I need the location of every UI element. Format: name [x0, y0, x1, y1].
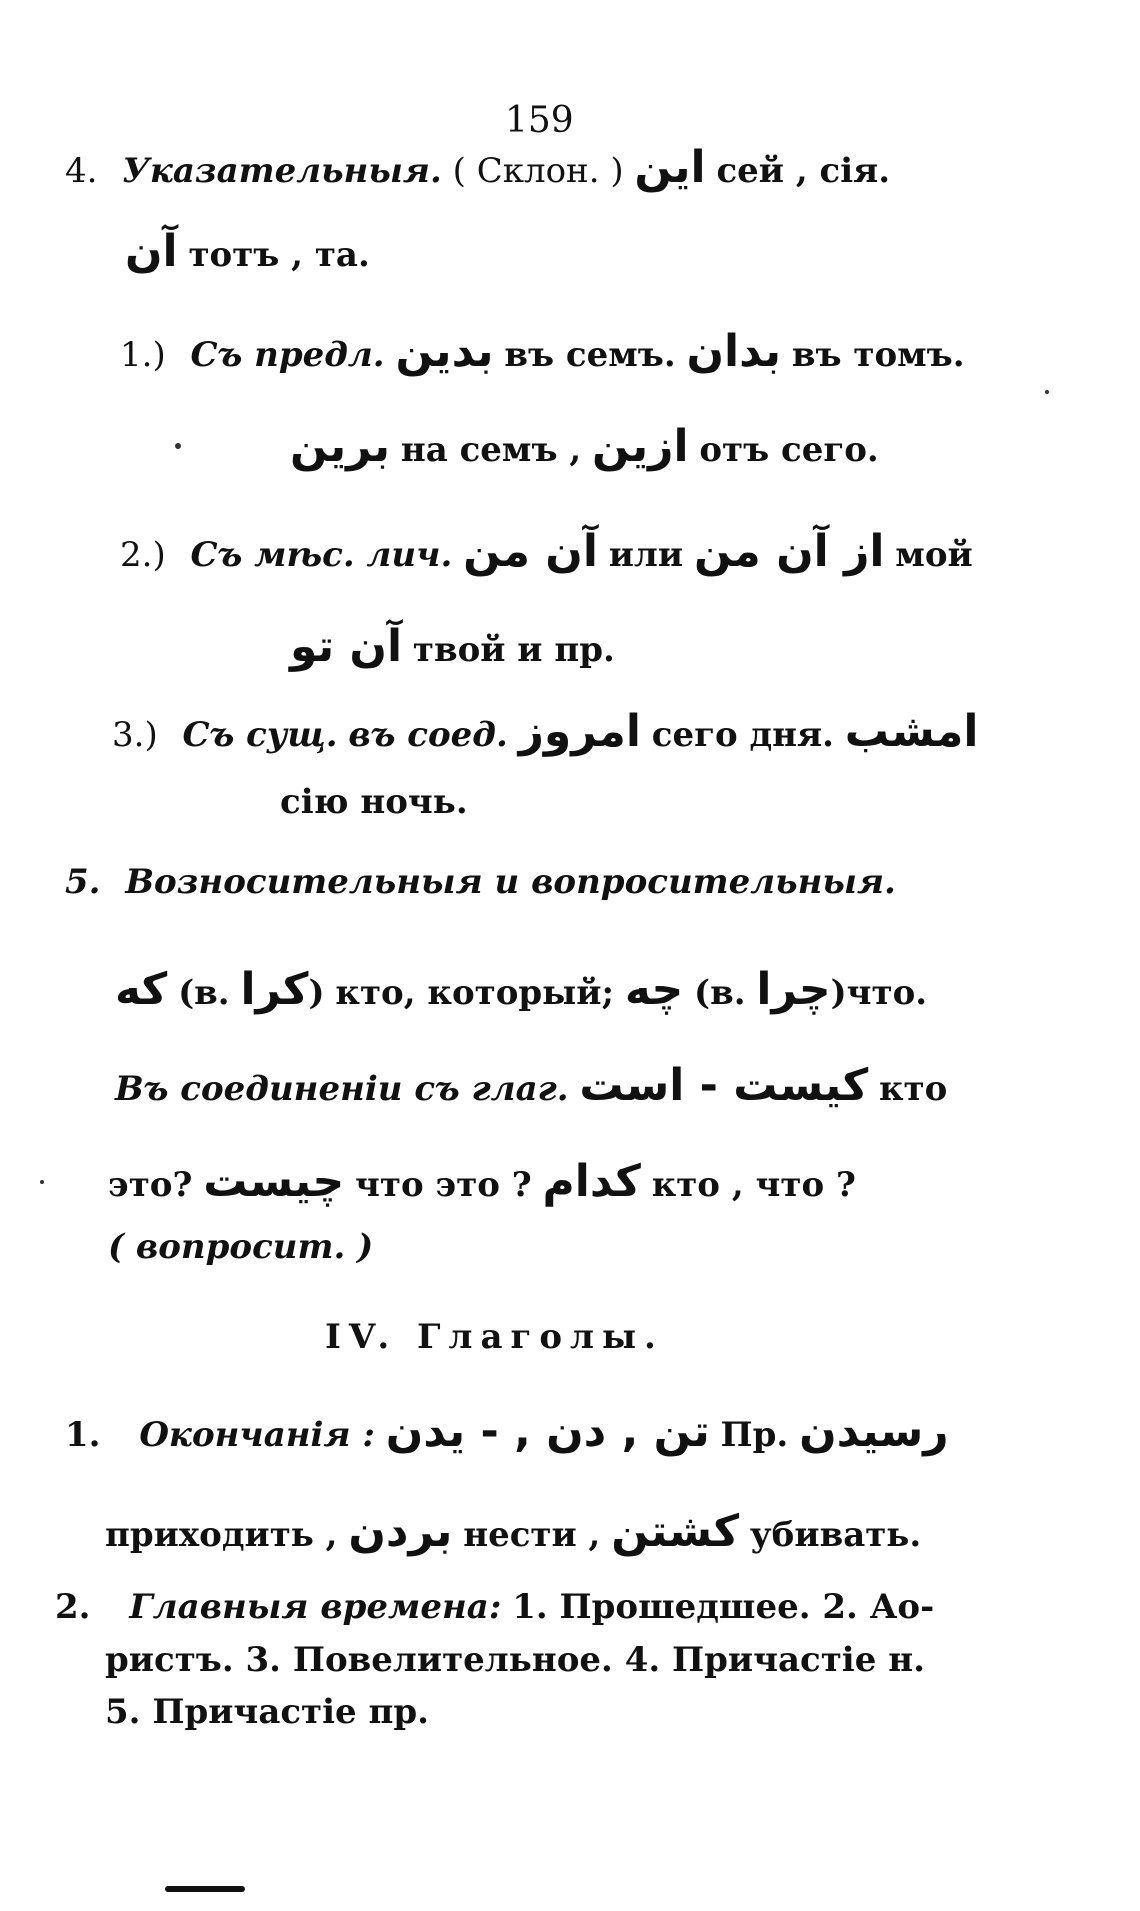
arabic-berin: برين	[290, 421, 391, 472]
section-4-3-line-2	[280, 780, 468, 824]
arabic-an-man: آن من	[463, 526, 598, 577]
verbs-1-ru-b: нести ,	[463, 1515, 601, 1555]
section-4-2-ili: или	[608, 535, 684, 575]
verbs-1-pr: Пр.	[720, 1415, 789, 1455]
section-5-v1-close: )	[308, 973, 325, 1013]
section-4-1-ru-c: на семъ ,	[400, 430, 582, 470]
section-5-line2-label: Въ соединеніи съ глаг.	[115, 1069, 569, 1109]
section-5-v2: (в.	[694, 973, 746, 1013]
section-5-line-3	[108, 1156, 856, 1207]
section-5-ru-d: это?	[108, 1165, 193, 1205]
section-5-ru-f: кто , что ?	[651, 1165, 856, 1205]
section-4-1-number: 1.)	[120, 335, 166, 375]
section-4-3-ru-a: сего дня.	[651, 715, 834, 755]
verbs-2-number: 2.	[55, 1587, 91, 1627]
verbs-1-ru-a: приходить ,	[105, 1515, 338, 1555]
arabic-chist: چيست	[203, 1156, 345, 1207]
section-4-ru-1: сей , сія.	[716, 151, 891, 191]
arabic-an-to: آن تو	[290, 621, 403, 672]
section-4-1-line-1	[120, 326, 965, 377]
section-4-paren: ( Склон. )	[452, 151, 624, 191]
section-5-ru-b: )что.	[830, 973, 928, 1013]
arabic-ke: كه	[115, 964, 168, 1015]
arabic-che: چه	[624, 964, 684, 1015]
chapter-iv-heading: IV. Глаголы.	[325, 1317, 664, 1357]
section-5-note	[108, 1225, 373, 1269]
arabic-in: اين	[634, 142, 706, 193]
arabic-azin: ازين	[592, 421, 689, 472]
arabic-endings: تن , دن , - يدن	[385, 1406, 710, 1457]
section-4-1-ru-d: отъ сего.	[699, 430, 879, 470]
section-4-title: Указательныя.	[122, 151, 442, 191]
arabic-kera: كرا	[240, 964, 309, 1015]
arabic-emruz: امروز	[518, 706, 641, 757]
arabic-kist-ast: كيست - است	[579, 1060, 869, 1111]
section-4-2-label: Съ мѣс. лич.	[190, 535, 453, 575]
section-4-line-1	[65, 142, 891, 193]
section-5-number: 5.	[65, 862, 101, 902]
arabic-koshtan: كشتن	[611, 1506, 740, 1557]
verbs-1-line-2	[105, 1506, 922, 1557]
section-4-line-2	[125, 226, 370, 277]
verbs-2-line1: 1. Прошедшее. 2. Ао-	[512, 1587, 935, 1627]
section-4-3-ru-b: сію ночь.	[280, 782, 468, 822]
arabic-chera: چرا	[756, 964, 831, 1015]
section-4-1-ru-b: въ томъ.	[791, 335, 965, 375]
ink-dot	[1045, 390, 1049, 394]
section-5-ru-c: кто	[878, 1069, 948, 1109]
ink-dot	[40, 1180, 44, 1184]
section-5-ru-e: что это ?	[355, 1165, 532, 1205]
bottom-rule	[165, 1886, 245, 1892]
section-5-title-line	[65, 860, 896, 904]
section-4-2-ru-a: мой	[895, 535, 973, 575]
section-4-number: 4.	[65, 151, 98, 191]
page-number: 159	[505, 100, 574, 141]
section-4-ru-2: тотъ , та.	[188, 235, 370, 275]
section-5-line-2	[115, 1060, 948, 1111]
section-4-2-line-1	[120, 526, 973, 577]
section-5-note-text: ( вопросит. )	[108, 1227, 374, 1267]
verbs-1-ru-c: убивать.	[749, 1515, 922, 1555]
verbs-2-line-2: ристъ. 3. Повелительное. 4. Причастіе н.	[105, 1640, 925, 1680]
section-4-2-ru-c: твой и пр.	[412, 630, 615, 670]
verbs-2-line-1	[55, 1585, 934, 1629]
verbs-1-number: 1.	[65, 1415, 101, 1455]
section-4-1-label: Съ предл.	[190, 335, 385, 375]
section-5-title: Возносительныя и вопросительныя.	[125, 862, 896, 902]
arabic-kodam: كدام	[542, 1156, 641, 1207]
arabic-rasidan: رسيدن	[799, 1406, 949, 1457]
section-4-2-line-2	[290, 621, 615, 672]
section-4-3-label-2: въ соед.	[348, 715, 508, 755]
arabic-bedan: بدان	[686, 326, 782, 377]
verbs-2-line-3: 5. Причастіе пр.	[105, 1692, 429, 1732]
section-5-v1: (в.	[178, 973, 230, 1013]
section-4-2-number: 2.)	[120, 535, 166, 575]
section-4-3-label: Съ сущ.	[182, 715, 338, 755]
section-4-3-line-1	[112, 706, 979, 757]
verbs-1-label: Окончанія :	[139, 1415, 375, 1455]
section-4-1-line-2	[290, 421, 879, 472]
arabic-bordan: بردن	[348, 1506, 453, 1557]
arabic-an: آن	[125, 226, 178, 277]
ink-dot	[175, 443, 181, 449]
verbs-2-label: Главныя времена:	[129, 1587, 502, 1627]
verbs-1-line-1	[65, 1406, 949, 1457]
arabic-az-an-man: از آن من	[693, 526, 885, 577]
section-4-3-number: 3.)	[112, 715, 158, 755]
section-5-ru-a: кто, который;	[335, 973, 614, 1013]
section-4-1-ru-a: въ семъ.	[504, 335, 676, 375]
arabic-bedin: بدين	[395, 326, 494, 377]
section-5-line-1	[115, 964, 928, 1015]
arabic-emshab: امشب	[844, 706, 979, 757]
